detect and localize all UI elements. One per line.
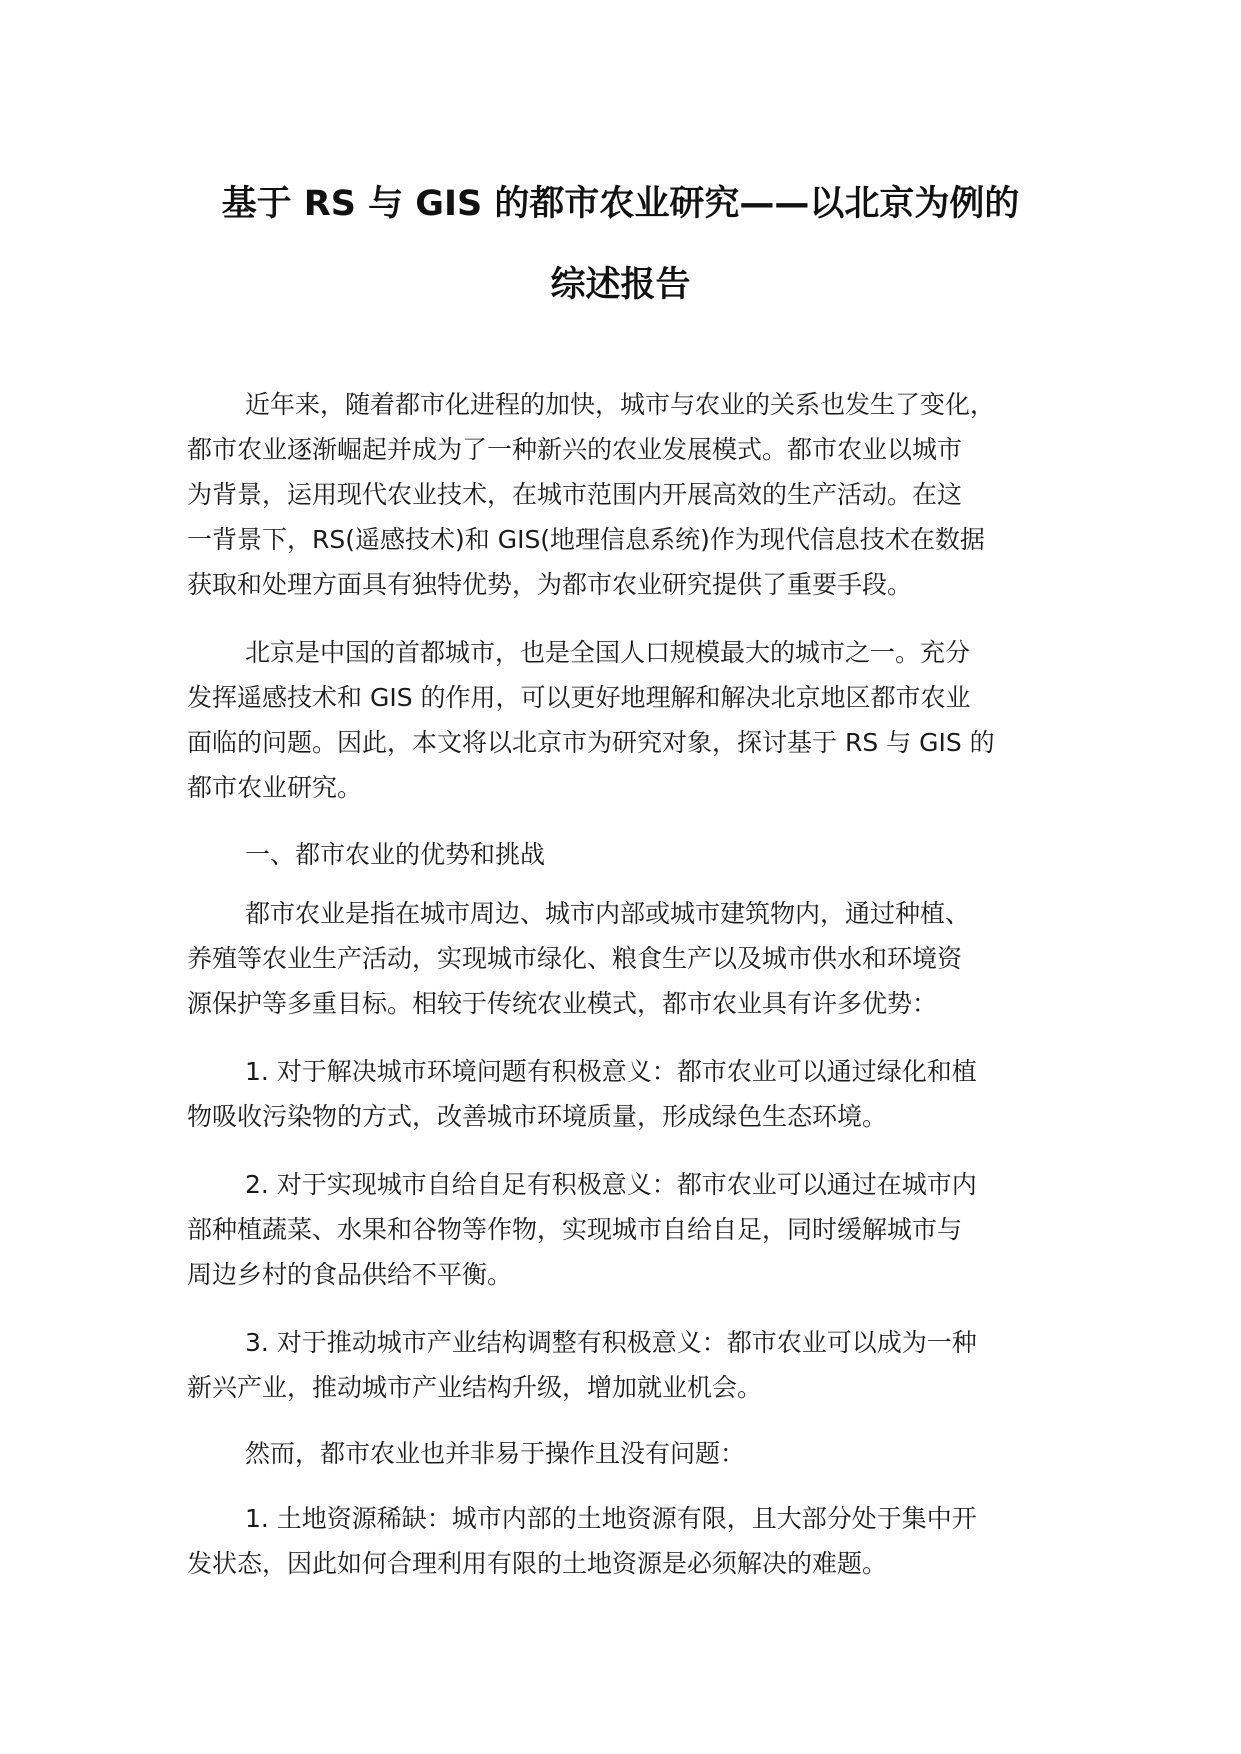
paragraph-line: 都市农业是指在城市周边、城市内部或城市建筑物内，通过种植、 — [245, 899, 971, 928]
paragraph-line: 近年来，随着都市化进程的加快，城市与农业的关系也发生了变化， — [245, 390, 996, 419]
paragraph-definition — [187, 891, 1067, 1026]
section-heading-text: 一、都市农业的优势和挑战 — [245, 840, 546, 869]
list-item-advantage-2 — [187, 1162, 1067, 1297]
paragraph-line: 部种植蔬菜、水果和谷物等作物，实现城市自给自足，同时缓解城市与 — [187, 1215, 963, 1244]
paragraph-line: 获取和处理方面具有独特优势，为都市农业研究提供了重要手段。 — [187, 570, 913, 599]
paragraph-line: 源保护等多重目标。相较于传统农业模式，都市农业具有许多优势： — [187, 989, 938, 1018]
paragraph-intro — [187, 382, 1067, 607]
paragraph-line: 发挥遥感技术和 GIS 的作用，可以更好地理解和解决北京地区都市农业 — [187, 683, 971, 712]
paragraph-line: 2. 对于实现城市自给自足有积极意义：都市农业可以通过在城市内 — [245, 1170, 977, 1199]
paragraph-line: 为背景，运用现代农业技术，在城市范围内开展高效的生产活动。在这 — [187, 480, 963, 509]
paragraph-line: 面临的问题。因此，本文将以北京市为研究对象，探讨基于 RS 与 GIS 的 — [187, 728, 995, 757]
document-title-line-1: 基于 RS 与 GIS 的都市农业研究——以北京为例的 — [221, 184, 1020, 224]
paragraph-line: 物吸收污染物的方式，改善城市环境质量，形成绿色生态环境。 — [187, 1102, 888, 1131]
paragraph-line: 新兴产业，推动城市产业结构升级，增加就业机会。 — [187, 1373, 763, 1402]
paragraph-line: 北京是中国的首都城市，也是全国人口规模最大的城市之一。充分 — [245, 638, 971, 667]
paragraph-line: 1. 土地资源稀缺：城市内部的土地资源有限，且大部分处于集中开 — [245, 1504, 977, 1533]
paragraph-line: 然而，都市农业也并非易于操作且没有问题： — [245, 1439, 746, 1468]
paragraph-beijing — [187, 630, 1067, 810]
list-item-advantage-3 — [187, 1320, 1067, 1410]
paragraph-line: 养殖等农业生产活动，实现城市绿化、粮食生产以及城市供水和环境资 — [187, 944, 963, 973]
paragraph-line: 3. 对于推动城市产业结构调整有积极意义：都市农业可以成为一种 — [245, 1328, 977, 1357]
paragraph-line: 都市农业逐渐崛起并成为了一种新兴的农业发展模式。都市农业以城市 — [187, 435, 963, 464]
paragraph-line: 周边乡村的食品供给不平衡。 — [187, 1260, 513, 1289]
paragraph-line: 都市农业研究。 — [187, 773, 363, 802]
list-item-challenge-1 — [187, 1496, 1067, 1586]
paragraph-line: 一背景下，RS(遥感技术)和 GIS(地理信息系统)作为现代信息技术在数据 — [187, 525, 985, 554]
section-heading — [187, 832, 1067, 877]
list-item-advantage-1 — [187, 1049, 1067, 1139]
document-title-line-2: 综述报告 — [550, 265, 691, 305]
paragraph-line: 1. 对于解决城市环境问题有积极意义：都市农业可以通过绿化和植 — [245, 1057, 977, 1086]
paragraph-challenges-intro — [187, 1431, 1067, 1476]
paragraph-line: 发状态，因此如何合理利用有限的土地资源是必须解决的难题。 — [187, 1549, 888, 1578]
